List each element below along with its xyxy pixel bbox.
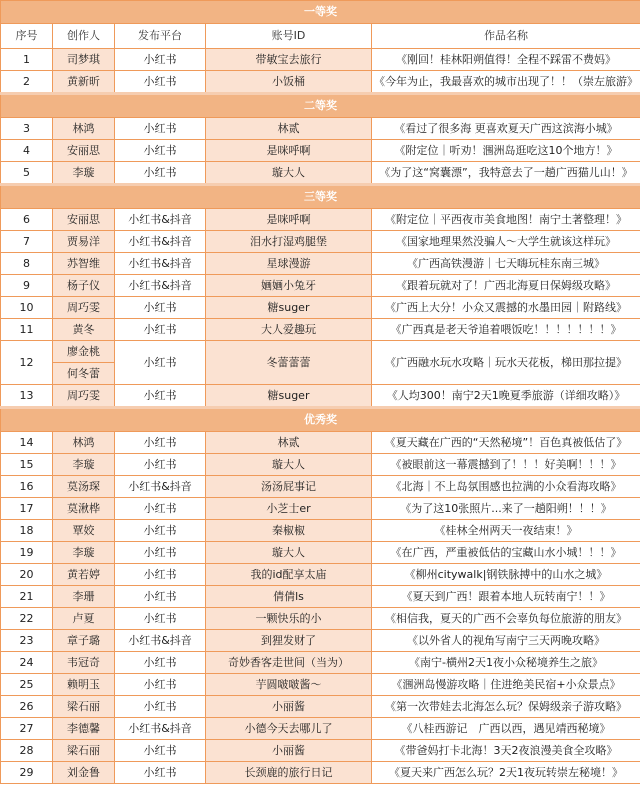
cell-work-title: 《看过了很多海 更喜欢夏天广西这滨海小城》 — [372, 118, 640, 140]
cell-account: 是咪呼啊 — [206, 140, 372, 162]
cell-platform: 小红书 — [115, 740, 206, 762]
cell-account: 长颈鹿的旅行日记 — [206, 762, 372, 784]
cell-work-title: 《以外省人的视角写南宁三天两晚攻略》 — [372, 630, 640, 652]
cell-account: 一颗快乐的小 — [206, 608, 372, 630]
cell-platform: 小红书 — [115, 385, 206, 408]
table-row — [1, 71, 640, 94]
cell-creator: 李璇 — [53, 454, 115, 476]
cell-no: 24 — [1, 652, 53, 674]
cell-account: 璇大人 — [206, 542, 372, 564]
cell-creator: 廖金桃 — [53, 341, 115, 363]
cell-platform: 小红书&抖音 — [115, 253, 206, 275]
cell-no: 5 — [1, 162, 53, 185]
cell-creator: 赖明玉 — [53, 674, 115, 696]
table-row — [1, 385, 640, 408]
table-row — [1, 297, 640, 319]
cell-no: 15 — [1, 454, 53, 476]
cell-platform: 小红书&抖音 — [115, 718, 206, 740]
cell-platform: 小红书 — [115, 140, 206, 162]
cell-platform: 小红书 — [115, 454, 206, 476]
cell-no: 25 — [1, 674, 53, 696]
cell-platform: 小红书 — [115, 652, 206, 674]
cell-no: 22 — [1, 608, 53, 630]
cell-work-title: 《柳州citywalk|钢铁脉搏中的山水之城》 — [372, 564, 640, 586]
table-row — [1, 454, 640, 476]
table-row — [1, 162, 640, 185]
cell-work-title: 《跟着玩就对了！广西北海夏日保姆级攻略》 — [372, 275, 640, 297]
cell-creator: 安丽思 — [53, 209, 115, 231]
cell-creator: 莫汤琛 — [53, 476, 115, 498]
cell-platform: 小红书 — [115, 564, 206, 586]
cell-platform: 小红书 — [115, 341, 206, 385]
cell-platform: 小红书 — [115, 319, 206, 341]
cell-creator: 安丽思 — [53, 140, 115, 162]
cell-creator: 林鸿 — [53, 118, 115, 140]
section-title-text: 三等奖 — [304, 190, 337, 203]
cell-creator: 杨子仪 — [53, 275, 115, 297]
cell-creator: 黄若婷 — [53, 564, 115, 586]
cell-no: 26 — [1, 696, 53, 718]
section-header-row — [1, 1, 640, 24]
cell-platform: 小红书 — [115, 674, 206, 696]
cell-account: 星球漫游 — [206, 253, 372, 275]
cell-platform: 小红书 — [115, 432, 206, 454]
cell-work-title: 《广西真是老天爷追着喂饭吃！！！！！！！》 — [372, 319, 640, 341]
table-row — [1, 49, 640, 71]
table-row — [1, 520, 640, 542]
cell-creator: 章子璐 — [53, 630, 115, 652]
cell-no: 6 — [1, 209, 53, 231]
cell-no: 18 — [1, 520, 53, 542]
cell-creator: 李璇 — [53, 542, 115, 564]
cell-work-title: 《人均300！南宁2天1晚夏季旅游（详细攻略）》 — [372, 385, 640, 408]
section-title-text: 优秀奖 — [304, 413, 337, 426]
cell-no: 14 — [1, 432, 53, 454]
cell-work-title: 《北海｜不上岛氛围感也拉满的小众看海攻略》 — [372, 476, 640, 498]
table-row — [1, 231, 640, 253]
cell-no: 21 — [1, 586, 53, 608]
cell-account: 芋圆啵啵酱～ — [206, 674, 372, 696]
cell-account: 倩倩ls — [206, 586, 372, 608]
cell-no: 16 — [1, 476, 53, 498]
cell-account: 奇妙香客走世间（当为） — [206, 652, 372, 674]
cell-work-title: 《今年为止，我最喜欢的城市出现了！！（崇左旅游》 — [372, 71, 640, 94]
cell-platform: 小红书&抖音 — [115, 209, 206, 231]
cell-no: 4 — [1, 140, 53, 162]
cell-work-title: 《国家地理果然没骗人～大学生就该这样玩》 — [372, 231, 640, 253]
cell-work-title: 《为了这“窝囊漂”，我特意去了一趟广西猫儿山！》 — [372, 162, 640, 185]
cell-platform: 小红书 — [115, 696, 206, 718]
column-header-work: 作品名称 — [372, 24, 640, 49]
cell-work-title: 《刚回！桂林阳朔值得！全程不踩雷不费妈》 — [372, 49, 640, 71]
column-header-no: 序号 — [1, 24, 53, 49]
cell-work-title: 《南宁-横州2天1夜小众秘境养生之旅》 — [372, 652, 640, 674]
column-header-creator: 创作人 — [53, 24, 115, 49]
cell-no: 27 — [1, 718, 53, 740]
cell-no: 10 — [1, 297, 53, 319]
cell-creator: 贾易洋 — [53, 231, 115, 253]
cell-platform: 小红书 — [115, 71, 206, 94]
section-header-row — [1, 408, 640, 432]
cell-work-title: 《附定位｜平西夜市美食地图！南宁土著整理！》 — [372, 209, 640, 231]
table-row — [1, 341, 640, 363]
cell-platform: 小红书 — [115, 608, 206, 630]
cell-no: 12 — [1, 341, 53, 385]
cell-work-title: 《在广西，严重被低估的宝藏山水小城！！！》 — [372, 542, 640, 564]
cell-creator: 刘金鲁 — [53, 762, 115, 784]
cell-work-title: 《第一次带娃去北海怎么玩？保姆级亲子游攻略》 — [372, 696, 640, 718]
column-header-row — [1, 24, 640, 49]
cell-creator: 司梦琪 — [53, 49, 115, 71]
cell-account: 璇大人 — [206, 454, 372, 476]
cell-creator: 苏智维 — [53, 253, 115, 275]
cell-no: 17 — [1, 498, 53, 520]
cell-creator: 梁石丽 — [53, 740, 115, 762]
section-title — [1, 1, 640, 24]
cell-no: 3 — [1, 118, 53, 140]
cell-platform: 小红书 — [115, 297, 206, 319]
table-row — [1, 476, 640, 498]
table-row — [1, 564, 640, 586]
table-row — [1, 432, 640, 454]
awards-table-body — [1, 1, 640, 784]
cell-creator: 黄冬 — [53, 319, 115, 341]
cell-account: 璇大人 — [206, 162, 372, 185]
cell-creator: 李璇 — [53, 162, 115, 185]
cell-account: 我的id配享太庙 — [206, 564, 372, 586]
cell-no: 28 — [1, 740, 53, 762]
table-row — [1, 275, 640, 297]
table-row — [1, 696, 640, 718]
cell-creator: 黄新昕 — [53, 71, 115, 94]
cell-no: 9 — [1, 275, 53, 297]
table-row — [1, 674, 640, 696]
cell-work-title: 《夏天到广西！跟着本地人玩转南宁！！》 — [372, 586, 640, 608]
cell-work-title: 《广西融水玩水攻略｜玩水天花板，梯田那拉提》 — [372, 341, 640, 385]
cell-account: 带敏宝去旅行 — [206, 49, 372, 71]
cell-creator: 梁石丽 — [53, 696, 115, 718]
cell-work-title: 《为了这10张照片...来了一趟阳朔！！！》 — [372, 498, 640, 520]
column-header-platform: 发布平台 — [115, 24, 206, 49]
cell-account: 秦椒椒 — [206, 520, 372, 542]
cell-work-title: 《广西高铁漫游｜七天嗨玩桂东南三城》 — [372, 253, 640, 275]
cell-no: 13 — [1, 385, 53, 408]
table-row — [1, 608, 640, 630]
table-row — [1, 762, 640, 784]
cell-account: 糖suger — [206, 385, 372, 408]
cell-platform: 小红书 — [115, 118, 206, 140]
cell-platform: 小红书&抖音 — [115, 275, 206, 297]
table-row — [1, 586, 640, 608]
table-row — [1, 498, 640, 520]
cell-account: 小德今天去哪儿了 — [206, 718, 372, 740]
section-header-row — [1, 185, 640, 209]
cell-account: 婳婳小兔牙 — [206, 275, 372, 297]
cell-account: 泪水打湿鸡腿堡 — [206, 231, 372, 253]
cell-no: 1 — [1, 49, 53, 71]
cell-platform: 小红书 — [115, 586, 206, 608]
cell-no: 29 — [1, 762, 53, 784]
cell-account: 小饭桶 — [206, 71, 372, 94]
table-row — [1, 652, 640, 674]
cell-work-title: 《相信我，夏天的广西不会辜负每位旅游的朋友》 — [372, 608, 640, 630]
cell-work-title: 《桂林全州两天一夜结束！》 — [372, 520, 640, 542]
cell-account: 糖suger — [206, 297, 372, 319]
cell-platform: 小红书&抖音 — [115, 630, 206, 652]
section-title-text: 一等奖 — [304, 5, 337, 18]
cell-creator: 林鸿 — [53, 432, 115, 454]
cell-account: 是咪呼啊 — [206, 209, 372, 231]
cell-no: 23 — [1, 630, 53, 652]
table-row — [1, 140, 640, 162]
cell-no: 11 — [1, 319, 53, 341]
cell-creator: 覃姣 — [53, 520, 115, 542]
cell-account: 大人爱趣玩 — [206, 319, 372, 341]
cell-account: 冬蕾蕾蕾 — [206, 341, 372, 385]
cell-account: 到狸发财了 — [206, 630, 372, 652]
cell-platform: 小红书 — [115, 762, 206, 784]
cell-platform: 小红书&抖音 — [115, 476, 206, 498]
section-title-text: 二等奖 — [304, 99, 337, 112]
cell-no: 2 — [1, 71, 53, 94]
cell-account: 小丽酱 — [206, 696, 372, 718]
cell-creator: 李珊 — [53, 586, 115, 608]
section-title — [1, 185, 640, 209]
table-row — [1, 718, 640, 740]
cell-creator: 李德馨 — [53, 718, 115, 740]
cell-account: 小丽酱 — [206, 740, 372, 762]
table-row — [1, 118, 640, 140]
cell-no: 20 — [1, 564, 53, 586]
table-row — [1, 209, 640, 231]
cell-platform: 小红书 — [115, 520, 206, 542]
table-row — [1, 319, 640, 341]
cell-work-title: 《附定位｜听劝！涠洲岛逛吃这10个地方！》 — [372, 140, 640, 162]
table-row — [1, 630, 640, 652]
table-row — [1, 542, 640, 564]
cell-platform: 小红书 — [115, 162, 206, 185]
cell-platform: 小红书&抖音 — [115, 231, 206, 253]
cell-creator: 周巧雯 — [53, 385, 115, 408]
section-title — [1, 408, 640, 432]
cell-no: 7 — [1, 231, 53, 253]
table-row — [1, 740, 640, 762]
cell-account: 小芝士er — [206, 498, 372, 520]
cell-platform: 小红书 — [115, 49, 206, 71]
cell-account: 汤汤屁事记 — [206, 476, 372, 498]
cell-work-title: 《八桂西游记 广西以西，遇见靖西秘境》 — [372, 718, 640, 740]
table-row — [1, 253, 640, 275]
section-header-row — [1, 94, 640, 118]
cell-platform: 小红书 — [115, 542, 206, 564]
cell-work-title: 《广西上大分！小众又震撼的水墨田园｜附路线》 — [372, 297, 640, 319]
cell-work-title: 《涠洲岛慢游攻略｜住进绝美民宿+小众景点》 — [372, 674, 640, 696]
cell-no: 8 — [1, 253, 53, 275]
cell-creator: 莫湫桦 — [53, 498, 115, 520]
cell-work-title: 《夏天来广西怎么玩？2天1夜玩转崇左秘境！》 — [372, 762, 640, 784]
cell-creator: 何冬蕾 — [53, 363, 115, 385]
cell-account: 林贰 — [206, 432, 372, 454]
cell-no: 19 — [1, 542, 53, 564]
cell-work-title: 《被眼前这一幕震撼到了！！！好美啊！！！》 — [372, 454, 640, 476]
section-title — [1, 94, 640, 118]
cell-account: 林贰 — [206, 118, 372, 140]
cell-creator: 周巧雯 — [53, 297, 115, 319]
cell-creator: 韦冠奇 — [53, 652, 115, 674]
cell-platform: 小红书 — [115, 498, 206, 520]
column-header-account: 账号ID — [206, 24, 372, 49]
cell-work-title: 《夏天藏在广西的“天然秘境”！百色真被低估了》 — [372, 432, 640, 454]
cell-work-title: 《带爸妈打卡北海！3天2夜浪漫美食全攻略》 — [372, 740, 640, 762]
cell-creator: 卢夏 — [53, 608, 115, 630]
